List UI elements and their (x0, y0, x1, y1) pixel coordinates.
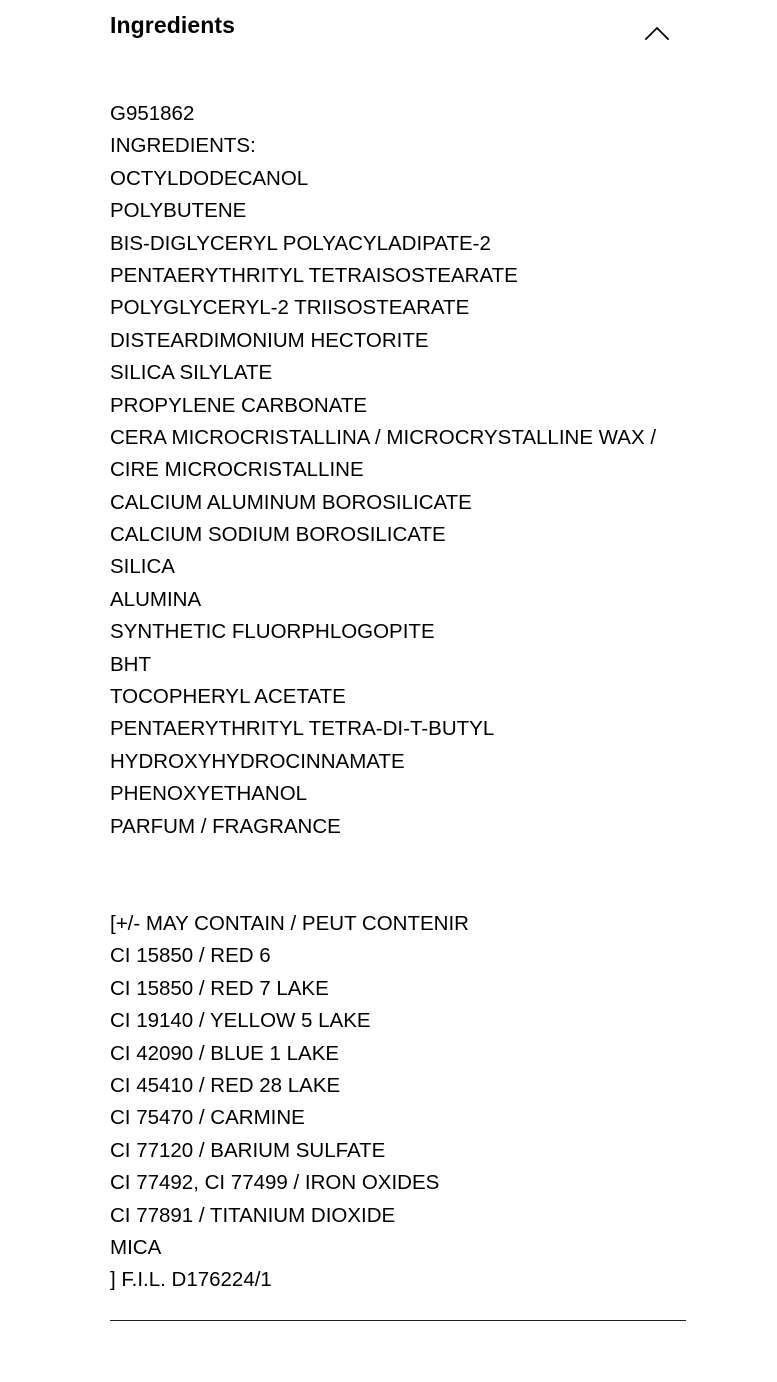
ingredient-line: CI 77492, CI 77499 / IRON OXIDES (110, 1171, 440, 1195)
ingredient-line: CI 77120 / BARIUM SULFATE (110, 1138, 386, 1162)
ingredient-line: SILICA SILYLATE (110, 361, 273, 385)
ingredient-line: PROPYLENE CARBONATE (110, 393, 368, 417)
ingredient-line: CI 77891 / TITANIUM DIOXIDE (110, 1203, 396, 1227)
ingredient-line: CI 75470 / CARMINE (110, 1106, 305, 1130)
ingredient-line: BIS-DIGLYCERYL POLYACYLADIPATE-2 (110, 231, 491, 255)
ingredient-line: CI 15850 / RED 6 (110, 944, 271, 968)
ingredient-line: MICA (110, 1235, 162, 1259)
ingredient-line: CI 42090 / BLUE 1 LAKE (110, 1041, 340, 1065)
section-divider (110, 1320, 686, 1321)
ingredient-line: CALCIUM ALUMINUM BOROSILICATE (110, 490, 472, 514)
ingredient-line: BHT (110, 652, 151, 676)
ingredient-line: PARFUM / FRAGRANCE (110, 814, 341, 838)
ingredient-line: SYNTHETIC FLUORPHLOGOPITE (110, 620, 435, 644)
ingredient-line: [+/- MAY CONTAIN / PEUT CONTENIR (110, 911, 469, 935)
ingredient-line: PENTAERYTHRITYL TETRAISOSTEARATE (110, 263, 518, 287)
accordion-content (110, 98, 686, 1297)
ingredient-line: HYDROXYHYDROCINNAMATE (110, 749, 405, 773)
ingredients-list (110, 98, 686, 843)
ingredient-line: POLYGLYCERYL-2 TRIISOSTEARATE (110, 296, 470, 320)
ingredient-line: PHENOXYETHANOL (110, 782, 308, 806)
ingredient-line: ALUMINA (110, 587, 202, 611)
ingredient-line: DISTEARDIMONIUM HECTORITE (110, 328, 429, 352)
chevron-up-icon (640, 16, 674, 50)
ingredient-line: CI 45410 / RED 28 LAKE (110, 1073, 341, 1097)
ingredients-accordion (110, 0, 686, 1292)
collapse-toggle-button[interactable] (640, 16, 674, 50)
ingredient-line: INGREDIENTS: (110, 134, 256, 158)
section-spacer (110, 843, 686, 908)
ingredient-line: SILICA (110, 555, 175, 579)
accordion-title[interactable]: Ingredients (110, 12, 236, 38)
ingredient-line: OCTYLDODECANOL (110, 166, 309, 190)
ingredient-line: ] F.I.L. D176224/1 (110, 1268, 272, 1292)
ingredient-line: CI 15850 / RED 7 LAKE (110, 976, 329, 1000)
ingredient-line: CIRE MICROCRISTALLINE (110, 458, 364, 482)
ingredient-line: POLYBUTENE (110, 199, 247, 223)
may-contain-list (110, 908, 686, 1297)
ingredient-line: CERA MICROCRISTALLINA / MICROCRYSTALLINE WAX / (110, 425, 657, 449)
accordion-header[interactable] (110, 0, 686, 60)
ingredient-line: G951862 (110, 102, 195, 125)
ingredient-line: CALCIUM SODIUM BOROSILICATE (110, 523, 446, 547)
ingredient-line: CI 19140 / YELLOW 5 LAKE (110, 1009, 371, 1033)
ingredient-line: TOCOPHERYL ACETATE (110, 685, 346, 709)
ingredient-line: PENTAERYTHRITYL TETRA-DI-T-BUTYL (110, 717, 495, 741)
